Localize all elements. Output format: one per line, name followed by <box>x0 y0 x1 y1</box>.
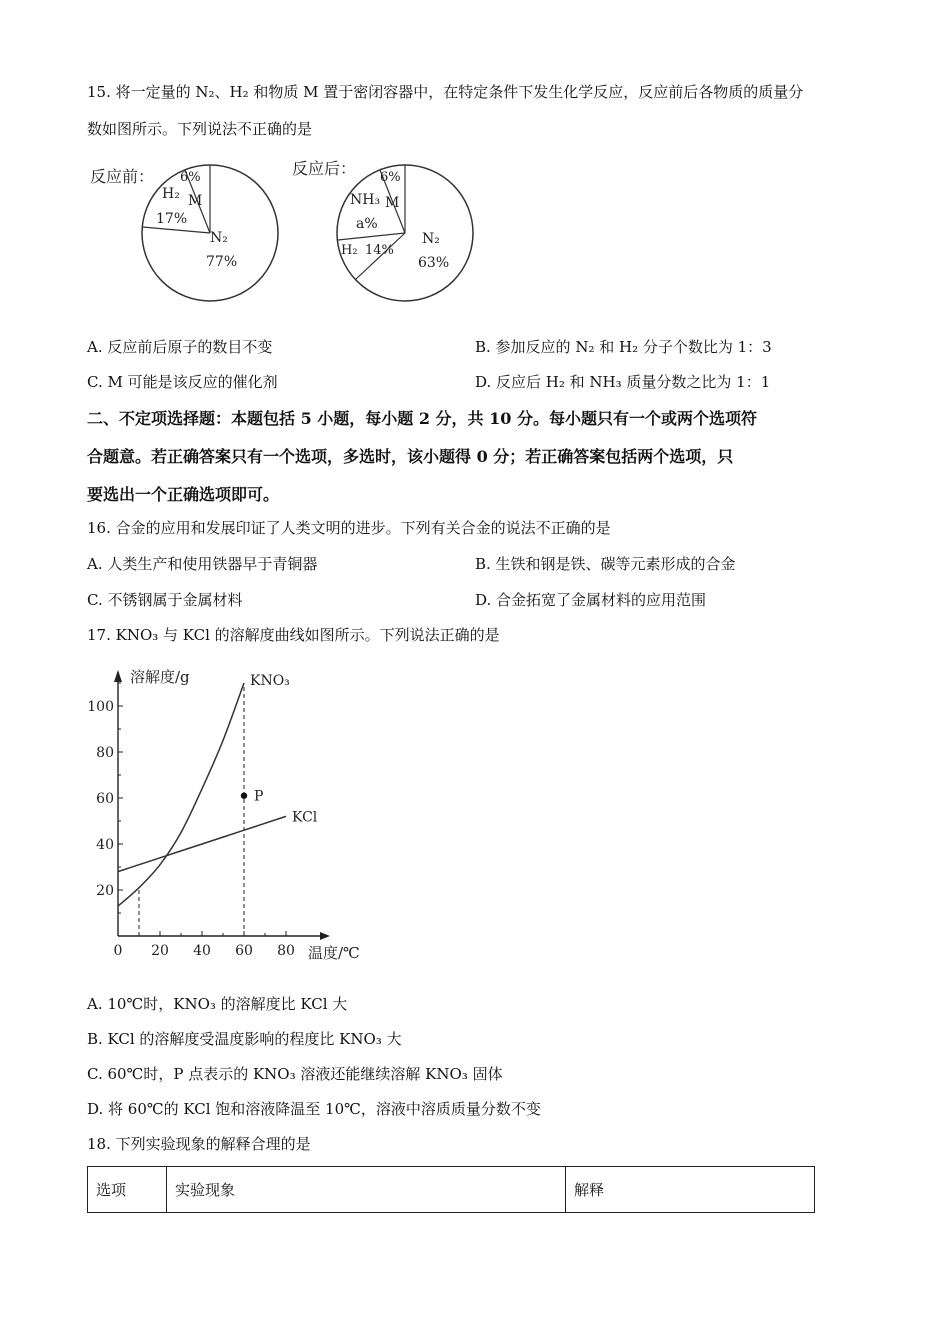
pie-after-n2-name: N₂ <box>422 231 440 247</box>
section2-line3: 要选出一个正确选项即可。 <box>87 485 280 504</box>
kno3-curve <box>118 683 244 906</box>
q15-option-b: B. 参加反应的 N₂ 和 H₂ 分子个数比为 1：3 <box>475 338 772 356</box>
kno3-label: KNO₃ <box>250 673 290 689</box>
q17-option-b: B. KCl 的溶解度受温度影响的程度比 KNO₃ 大 <box>87 1030 402 1048</box>
y-tick-label: 40 <box>96 837 114 853</box>
y-axis-label: 溶解度/g <box>130 668 190 686</box>
q17-option-d: D. 将 60℃的 KCl 饱和溶液降温至 10℃，溶液中溶质质量分数不变 <box>87 1100 541 1118</box>
q18-stem: 18. 下列实验现象的解释合理的是 <box>87 1135 311 1153</box>
q16-option-c: C. 不锈钢属于金属材料 <box>87 591 243 609</box>
pie-before-sector-line <box>143 227 211 233</box>
pie-before <box>142 165 278 301</box>
q17-option-a: A. 10℃时，KNO₃ 的溶解度比 KCl 大 <box>87 995 348 1013</box>
q16-option-a: A. 人类生产和使用铁器早于青铜器 <box>87 555 318 573</box>
q17-stem: 17. KNO₃ 与 KCl 的溶解度曲线如图所示。下列说法正确的是 <box>87 626 500 644</box>
y-tick-label: 80 <box>96 745 114 761</box>
x-tick-label: 0 <box>113 943 123 959</box>
pie-after-title: 反应后： <box>292 159 357 178</box>
x-axis-arrow <box>320 932 330 940</box>
point-p-label: P <box>254 788 264 805</box>
q18-header-explanation: 解释 <box>566 1167 815 1213</box>
table-row <box>88 1167 815 1213</box>
pie-after-m-name: M <box>385 195 400 211</box>
pie-before-h2-percent: 17% <box>156 211 188 227</box>
x-tick-label: 20 <box>151 943 169 959</box>
x-tick-label: 80 <box>277 943 295 959</box>
q18-table <box>87 1166 815 1213</box>
pie-after-nh3-percent: a% <box>356 216 378 232</box>
q15-pie-charts <box>80 150 500 315</box>
x-tick-label: 40 <box>193 943 211 959</box>
section2-line1: 二、不定项选择题：本题包括 5 小题，每小题 2 分，共 10 分。每小题只有一个或两个选项符 <box>87 409 757 428</box>
section2-line2: 合题意。若正确答案只有一个选项，多选时，该小题得 0 分；若正确答案包括两个选项，只 <box>87 447 734 466</box>
q17-option-c: C. 60℃时，P 点表示的 KNO₃ 溶液还能继续溶解 KNO₃ 固体 <box>87 1065 503 1083</box>
pie-after-m-percent: 6% <box>380 170 401 185</box>
pie-after-nh3-name: NH₃ <box>350 192 381 208</box>
q15-stem-line2: 数如图所示。下列说法不正确的是 <box>87 120 313 138</box>
kcl-label: KCl <box>292 809 318 826</box>
q15-option-a: A. 反应前后原子的数目不变 <box>87 338 273 356</box>
kcl-curve <box>118 816 286 871</box>
pie-after-h2-percent: 14% <box>365 243 394 258</box>
pie-before-m-name: M <box>188 193 203 209</box>
pie-before-n2-percent: 77% <box>206 254 238 270</box>
q16-option-b: B. 生铁和钢是铁、碳等元素形成的合金 <box>475 555 736 573</box>
q15-stem-line1: 15. 将一定量的 N₂、H₂ 和物质 M 置于密闭容器中，在特定条件下发生化学反应，反应前后各物质的质量分 <box>87 83 804 101</box>
pie-after-n2-percent: 63% <box>418 255 450 271</box>
y-tick-label: 100 <box>87 699 114 715</box>
q18-header-phenomenon: 实验现象 <box>167 1167 566 1213</box>
pie-after <box>337 165 473 301</box>
point-p <box>241 793 247 799</box>
q16-option-d: D. 合金拓宽了金属材料的应用范围 <box>475 591 707 609</box>
x-axis-label: 温度/℃ <box>308 944 360 962</box>
q15-option-c: C. M 可能是该反应的催化剂 <box>87 373 278 391</box>
pie-before-h2-name: H₂ <box>162 186 180 202</box>
pie-before-title: 反应前： <box>90 167 155 186</box>
pie-after-h2-name: H₂ <box>341 243 358 258</box>
pie-before-m-percent: 6% <box>180 170 201 185</box>
y-tick-label: 20 <box>96 883 114 899</box>
solubility-chart <box>80 660 380 965</box>
pie-after-sector-line <box>338 233 405 240</box>
q15-option-d: D. 反应后 H₂ 和 NH₃ 质量分数之比为 1：1 <box>475 373 771 391</box>
pie-before-n2-name: N₂ <box>210 230 228 246</box>
x-tick-label: 60 <box>235 943 253 959</box>
y-tick-label: 60 <box>96 791 114 807</box>
q16-stem: 16. 合金的应用和发展印证了人类文明的进步。下列有关合金的说法不正确的是 <box>87 519 611 537</box>
q18-header-option: 选项 <box>88 1167 167 1213</box>
y-axis-arrow <box>114 670 122 682</box>
